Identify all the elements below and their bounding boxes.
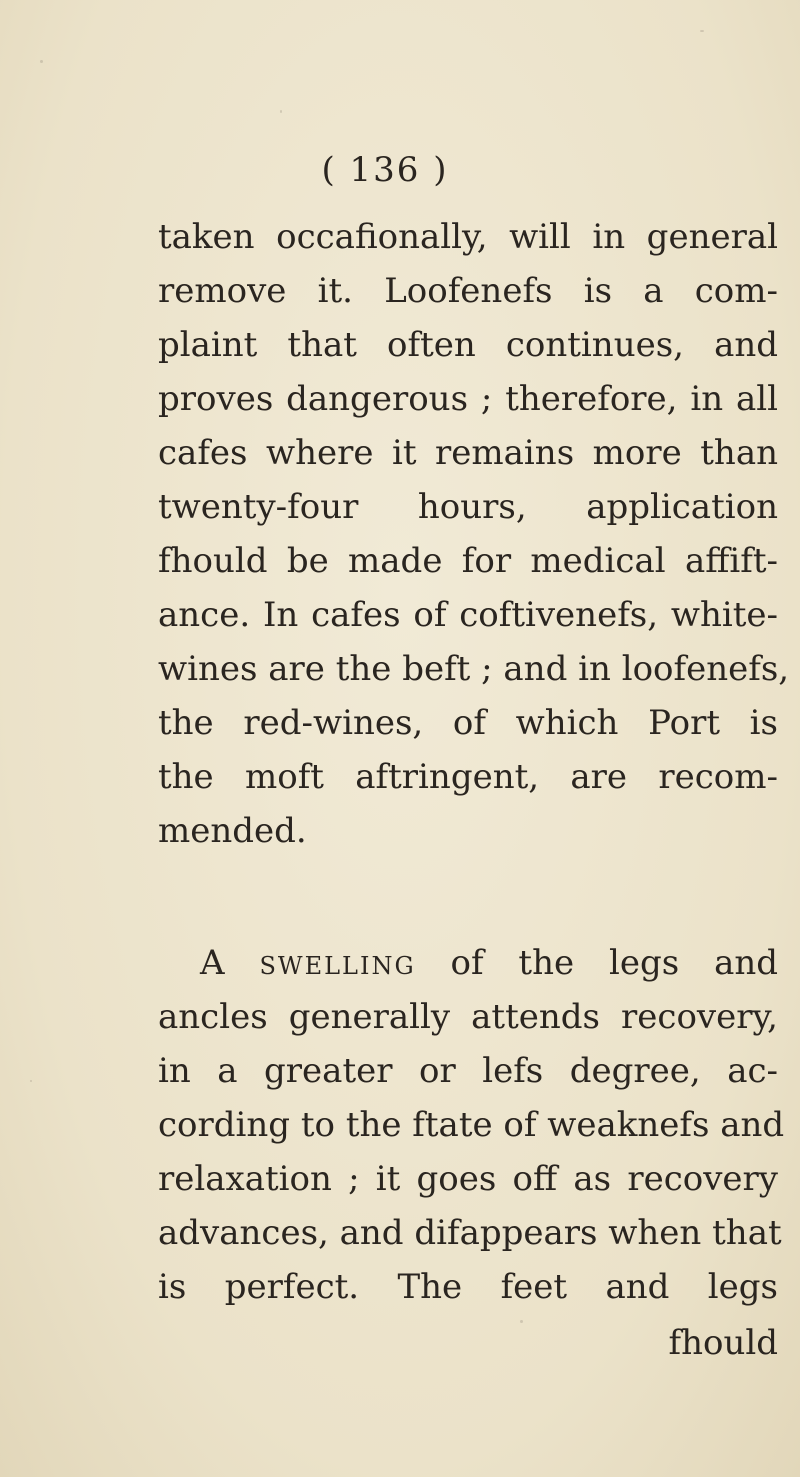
- text-line: cafes where it remains more than: [158, 433, 778, 473]
- paper-speck: [30, 1080, 32, 1082]
- text-line: proves dangerous ; therefore, in all: [158, 379, 778, 419]
- text-line: is perfect. The feet and legs: [158, 1267, 778, 1307]
- paper-speck: [40, 60, 43, 63]
- text-line: cording to the ftate of weaknefs and: [158, 1105, 785, 1145]
- smallcaps-word: swelling: [259, 943, 416, 983]
- opening-word: A: [200, 943, 225, 983]
- text-line: relaxation ; it goes off as recovery: [158, 1159, 778, 1199]
- paper-speck: [700, 30, 704, 32]
- text-line: remove it. Loofenefs is a com-: [158, 271, 778, 311]
- text-line: ance. In cafes of coftivenefs, white-: [158, 595, 778, 635]
- text-line: twenty-four hours, application: [158, 487, 778, 527]
- text-line: plaint that often continues, and: [158, 325, 778, 365]
- text-line: taken occafionally, will in general: [158, 217, 778, 257]
- page-number: ( 136 ): [321, 150, 449, 190]
- text-line: wines are the beft ; and in loofenefs,: [158, 649, 790, 689]
- text-line: in a greater or lefs degree, ac-: [158, 1051, 778, 1091]
- paper-speck: [280, 110, 282, 113]
- page-number-header: [0, 150, 800, 190]
- paragraph-opening-line: [200, 938, 778, 988]
- text-line: the moft aftringent, are recom-: [158, 757, 778, 797]
- text-line: advances, and difappears when that: [158, 1213, 782, 1253]
- text-line: mended.: [158, 811, 307, 851]
- text-line: fhould be made for medical affift-: [158, 541, 778, 581]
- opening-rest: of the legs and: [450, 943, 779, 983]
- catchword: fhould: [668, 1323, 778, 1363]
- text-line: ancles generally attends recovery,: [158, 997, 778, 1037]
- text-line: the red-wines, of which Port is: [158, 703, 778, 743]
